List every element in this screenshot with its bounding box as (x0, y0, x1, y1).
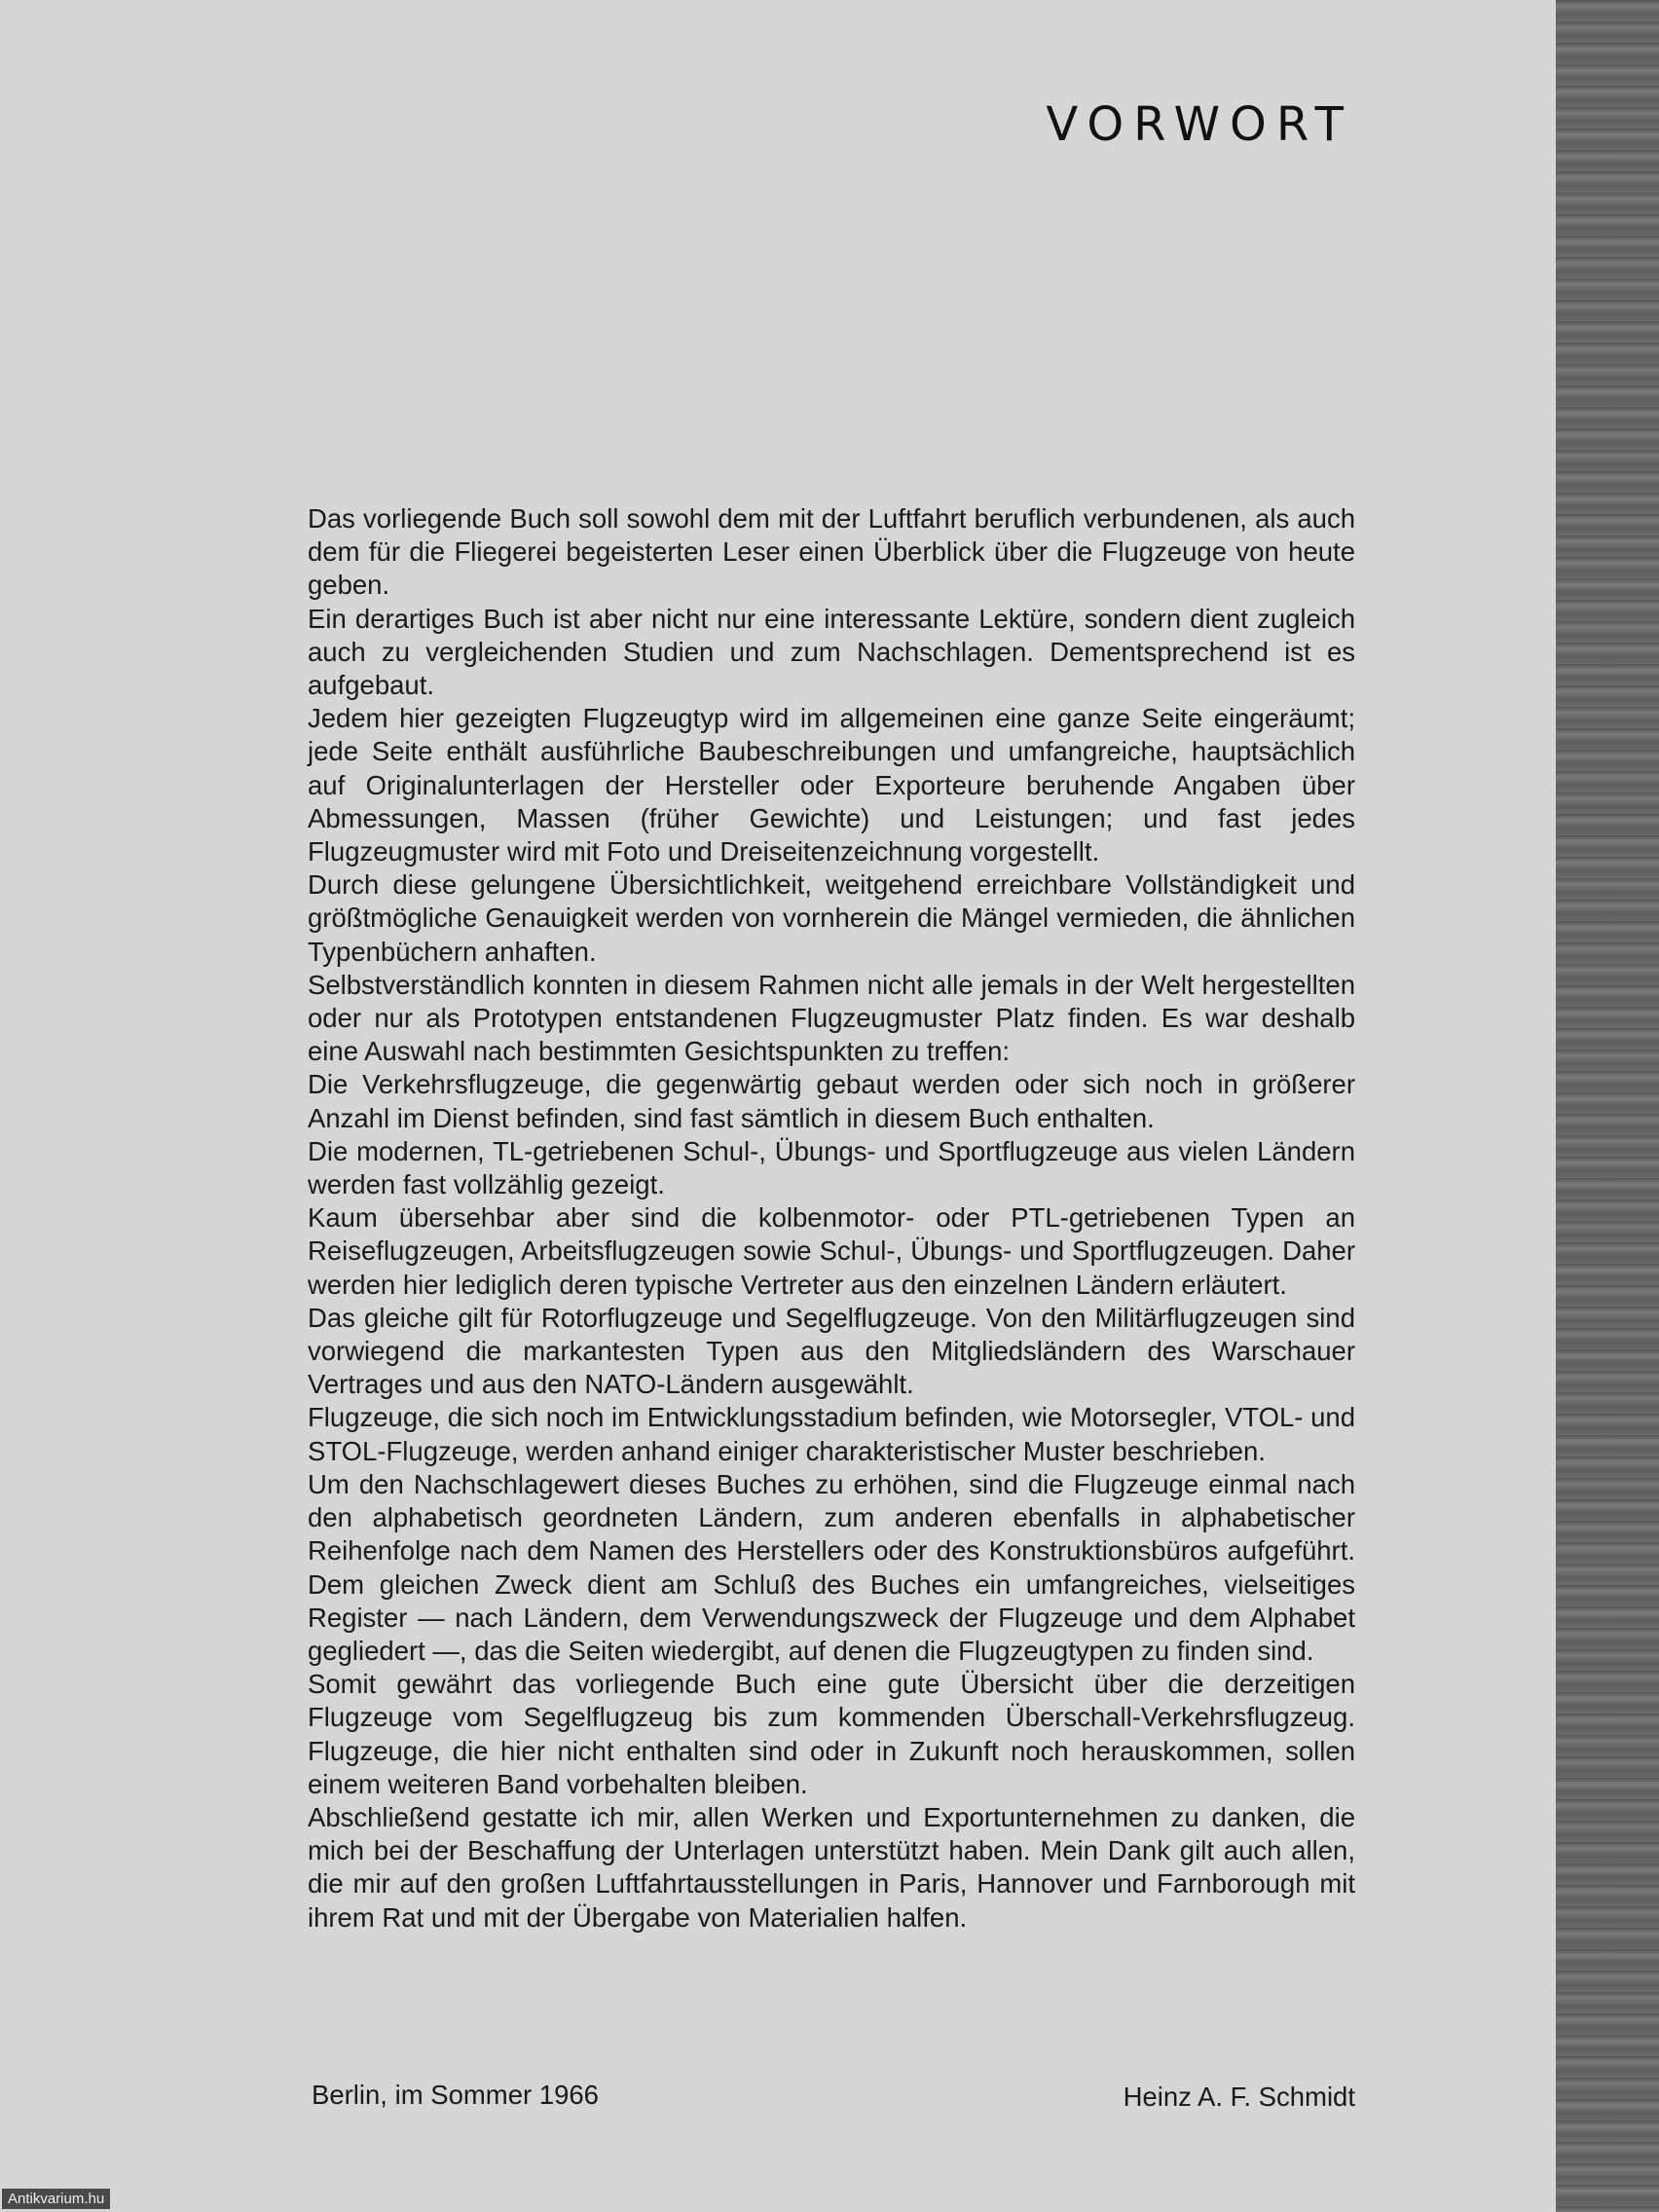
paragraph: Das gleiche gilt für Rotorflugzeuge und Segelflugzeuge. Von den Militärflugzeugen sind vorwiegend die markantesten Typen aus den Mitgliedsländern des Warschauer Vertrages und aus den NATO-Ländern ausgewählt. (308, 1302, 1355, 1400)
paragraph: Die modernen, TL-getriebenen Schul-, Übungs- und Sportflugzeuge aus vielen Ländern werden fast vollzählig gezeigt. (308, 1135, 1355, 1200)
paragraph: Jedem hier gezeigten Flugzeugtyp wird im allgemeinen eine ganze Seite eingeräumt; jede Seite enthält ausführliche Baubeschreibungen und umfangreiche, hauptsächlich auf Originalunterlagen der Hersteller oder Exporteure beruhende Angaben über Abmessungen, Massen (früher Gewichte) und Leistungen; und fast jedes Flugzeugmuster wird mit Foto und Dreiseitenzeichnung vorgestellt. (308, 703, 1355, 867)
paragraph: Ein derartiges Buch ist aber nicht nur eine interessante Lektüre, sondern dient zugleich auch zu vergleichenden Studien und zum Nachschlagen. Dementsprechend ist es aufgebaut. (308, 603, 1355, 701)
page-heading: VORWORT (1046, 97, 1353, 152)
paragraph: Abschließend gestatte ich mir, allen Werken und Exportunternehmen zu danken, die mich bei der Beschaffung der Unterlagen unterstützt haben. Mein Dank gilt auch allen, die mir auf den großen Luftfahrtausstellungen in Paris, Hannover und Farnborough mit ihrem Rat und mit der Übergabe von Materialien halfen. (308, 1801, 1355, 1933)
paragraph: Somit gewährt das vorliegende Buch eine gute Übersicht über die derzeitigen Flugzeuge vom Segelflugzeug bis zum kommenden Überschall-Verkehrsflugzeug. Flugzeuge, die hier nicht enthalten sind oder in Zukunft noch herauskommen, sollen einem weiteren Band vorbehalten bleiben. (308, 1669, 1355, 1799)
paragraph: Um den Nachschlagewert dieses Buches zu erhöhen, sind die Flugzeuge einmal nach den alphabetisch geordneten Ländern, zum anderen ebenfalls in alphabetischer Reihenfolge nach dem Namen des Herstellers oder des Konstruktionsbüros aufgeführt. Dem gleichen Zweck dient am Schluß des Buches ein umfangreiches, vielseitiges Register — nach Ländern, dem Verwendungszweck der Flugzeuge und dem Alphabet gegliedert —, das die Seiten wiedergibt, auf denen die Flugzeugtypen zu finden sind. (308, 1468, 1355, 1666)
paragraph: Durch diese gelungene Übersichtlichkeit, weitgehend erreichbare Vollständigkeit und größtmögliche Genauigkeit werden von vornherein die Mängel vermieden, die ähnlichen Typenbüchern anhaften. (308, 869, 1355, 967)
author-signature: Heinz A. F. Schmidt (1123, 2082, 1355, 2112)
foreword-body (308, 502, 1355, 1935)
paragraph: Kaum übersehbar aber sind die kolbenmotor- oder PTL-getriebenen Typen an Reiseflugzeugen, Arbeitsflugzeugen sowie Schul-, Übungs- und Sportflugzeugen. Daher werden hier lediglich deren typische Vertreter aus den einzelnen Ländern erläutert. (308, 1202, 1355, 1300)
background-surface (1556, 0, 1659, 2212)
paragraph: Das vorliegende Buch soll sowohl dem mit der Luftfahrt beruflich verbundenen, als auch dem für die Fliegerei begeisterten Leser einen Überblick über die Flugzeuge von heute geben. (308, 503, 1355, 601)
paragraph: Die Verkehrsflugzeuge, die gegenwärtig gebaut werden oder sich noch in größerer Anzahl im Dienst befinden, sind fast sämtlich in diesem Buch enthalten. (308, 1069, 1355, 1133)
paragraph: Flugzeuge, die sich noch im Entwicklungsstadium befinden, wie Motorsegler, VTOL- und STOL-Flugzeuge, werden anhand einiger charakteristischer Muster beschrieben. (308, 1402, 1355, 1466)
place-date: Berlin, im Sommer 1966 (312, 2080, 599, 2110)
paragraph: Selbstverständlich konnten in diesem Rahmen nicht alle jemals in der Welt hergestellten oder nur als Prototypen entstandenen Flugzeugmuster Platz finden. Es war deshalb eine Auswahl nach bestimmten Gesichtspunkten zu treffen: (308, 969, 1355, 1067)
watermark: Antikvarium.hu (2, 2189, 110, 2209)
